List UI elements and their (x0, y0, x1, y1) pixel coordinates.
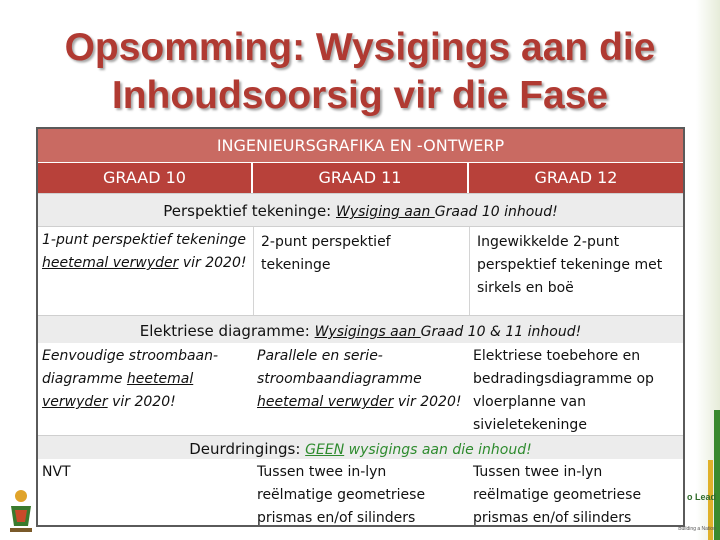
intersections-grade-10: NVT (38, 459, 253, 525)
coat-of-arms-icon (6, 486, 36, 536)
grade-10-header: GRAAD 10 (38, 163, 253, 193)
title-line-2: Inhoudsoorsig vir die Fase (111, 74, 609, 117)
section-title: Elektriese diagramme (139, 322, 305, 340)
cell-text: 1-punt perspektief tekeninge (42, 232, 247, 248)
subject-header: INGENIEURSGRAFIKA EN -ONTWERP (38, 129, 683, 163)
separator: : (304, 322, 315, 340)
intersections-grade-12: Tussen twee in-lyn reëlmatige geometriese prismas en/of silinders (469, 459, 683, 525)
cell-text: Eenvoudige stroombaan-diagramme (42, 348, 219, 387)
section-title: Perspektief tekeninge (163, 202, 327, 220)
change-note-underlined: Wysiging aan (336, 204, 435, 220)
perspective-grade-10 (38, 227, 253, 315)
change-note: Graad 10 inhoud! (434, 204, 558, 220)
separator: : (295, 440, 306, 458)
electrical-grade-12: Elektriese toebehore en bedradingsdiagramme op vloerplanne van sivieletekeninge (469, 343, 683, 435)
column-divider (253, 227, 254, 315)
separator: : (326, 202, 336, 220)
grade-11-header: GRAAD 11 (253, 163, 469, 193)
section-perspective-heading (38, 193, 683, 227)
cell-text: Parallele en serie-stroombaandiagramme (257, 348, 422, 387)
cell-text-underlined: heetemal verwyder (42, 255, 179, 271)
cell-text-underlined: heetemal verwyder (257, 394, 394, 410)
section-electrical-heading (38, 315, 683, 345)
perspective-grade-12: Ingewikkelde 2-punt perspektief tekeninge met sirkels en boë (473, 229, 681, 315)
perspective-grade-11: 2-punt perspektief tekeninge (257, 229, 465, 315)
change-note: Graad 10 & 11 inhoud! (420, 324, 582, 340)
cell-text-underlined: heetemal verwyder (42, 371, 194, 410)
cell-text: vir 2020! (178, 255, 247, 271)
cell-text: vir 2020! (107, 394, 176, 410)
change-note: wysigings aan die inhoud! (344, 442, 532, 458)
grade-12-header: GRAAD 12 (469, 163, 683, 193)
section-title: Deurdringings (189, 440, 296, 458)
intersections-grade-11: Tussen twee in-lyn reëlmatige geometriese prismas en/of silinders (253, 459, 469, 525)
title-line-1: Opsomming: Wysigings aan die (64, 26, 656, 69)
green-stripe (714, 410, 720, 540)
content-table (36, 127, 685, 527)
section-intersections-heading (38, 435, 683, 461)
brand-logo-text: o Lead (686, 492, 716, 502)
change-note-underlined: Wysigings aan (314, 324, 421, 340)
electrical-grade-10 (38, 343, 253, 435)
brand-tagline: Building a Nation (678, 526, 716, 532)
change-note-geen: GEEN (305, 442, 345, 458)
slide-title (20, 24, 700, 120)
column-divider (469, 227, 470, 315)
cell-text: vir 2020! (393, 394, 462, 410)
electrical-grade-11 (253, 343, 469, 435)
